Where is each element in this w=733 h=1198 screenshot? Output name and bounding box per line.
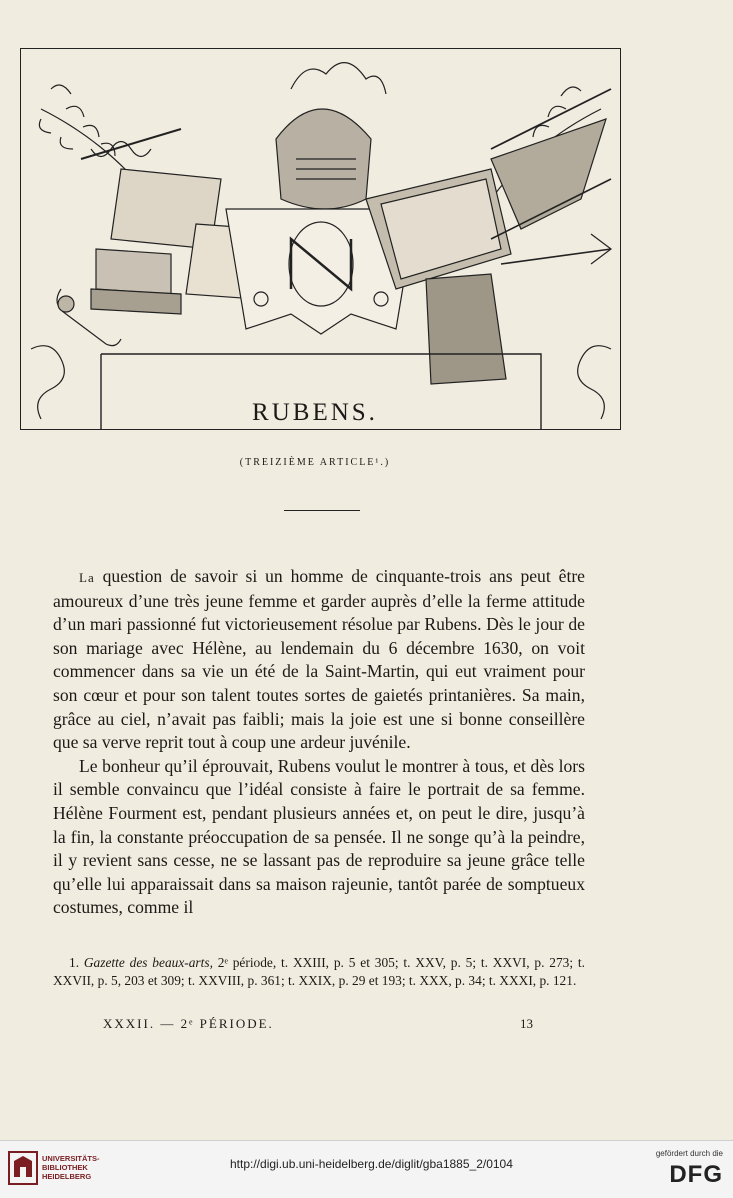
article-body (53, 565, 585, 920)
institution-name: UNIVERSITÄTS- BIBLIOTHEK HEIDELBERG (42, 1154, 100, 1181)
paragraph-1 (53, 565, 585, 755)
footnote-text: 2ᵉ période, t. XXIII, p. 5 et 305; t. XXV, p. 5; t. XXVI, p. 273; t. XXVII, p. 5, 203 et 309; t. XXVIII, p. 361; t. XXIX, p. 29 et 193; t. XXX, p. 34; t. XXXI, p. 121. (53, 955, 585, 988)
funding-caption: gefördert durch die (655, 1149, 723, 1158)
footnote-number: 1. (69, 955, 80, 970)
article-title: RUBENS. (252, 399, 378, 426)
footnote-journal: Gazette des beaux-arts, (83, 955, 213, 970)
footnote (53, 954, 585, 990)
engraved-headpiece (20, 48, 621, 430)
page-number: 13 (520, 1016, 533, 1031)
volume-signature: XXXII. — 2ᵉ PÉRIODE. (103, 1016, 274, 1031)
dfg-logo: DFG (669, 1161, 723, 1188)
library-bar (0, 1140, 733, 1198)
university-seal-icon (8, 1151, 38, 1185)
trophy-illustration (21, 49, 621, 430)
paragraph-2: Le bonheur qu’il éprouvait, Rubens voulut le montrer à tous, et dès lors il semble convaincu que l’idéal consiste à faire le portrait de sa femme. Hélène Fourment est, pendant plusieurs années et, on peut le dire, jusqu’à la fin, la constante préoccupation de sa pensée. Il ne songe qu’à la peindre, il y revient sans cesse, ne se lassant pas de reproduire sa jeune grâce telle qu’elle lui apparaissait dans sa maison rajeunie, tantôt parée de somptueux costumes, comme il (53, 755, 585, 918)
title-divider (284, 510, 360, 511)
drop-word: La (79, 570, 95, 585)
permalink-link[interactable]: http://digi.ub.uni-heidelberg.de/diglit/gba1885_2/0104 (230, 1157, 513, 1171)
paragraph-1-text: question de savoir si un homme de cinquante-trois ans peut être amoureux d’une très jeune femme et garder auprès d’elle la ferme attitude d’un mari passionné fut victorieusement résolue par Rubens. Dès le jour de son mariage avec Hélène, au lendemain du 6 décembre 1630, on voit commencer dans sa vie un été de la Saint-Martin, qui eut vraiment pour son cœur et pour son talent toutes sortes de gaietés printanières. Sa main, grâce au ciel, n’avait pas faibli; mais la joie est une si bonne conseillère que sa verve reprit tout à coup une ardeur juvénile. (53, 566, 585, 753)
article-subtitle: (TREIZIÈME ARTICLE¹.) (239, 457, 391, 468)
